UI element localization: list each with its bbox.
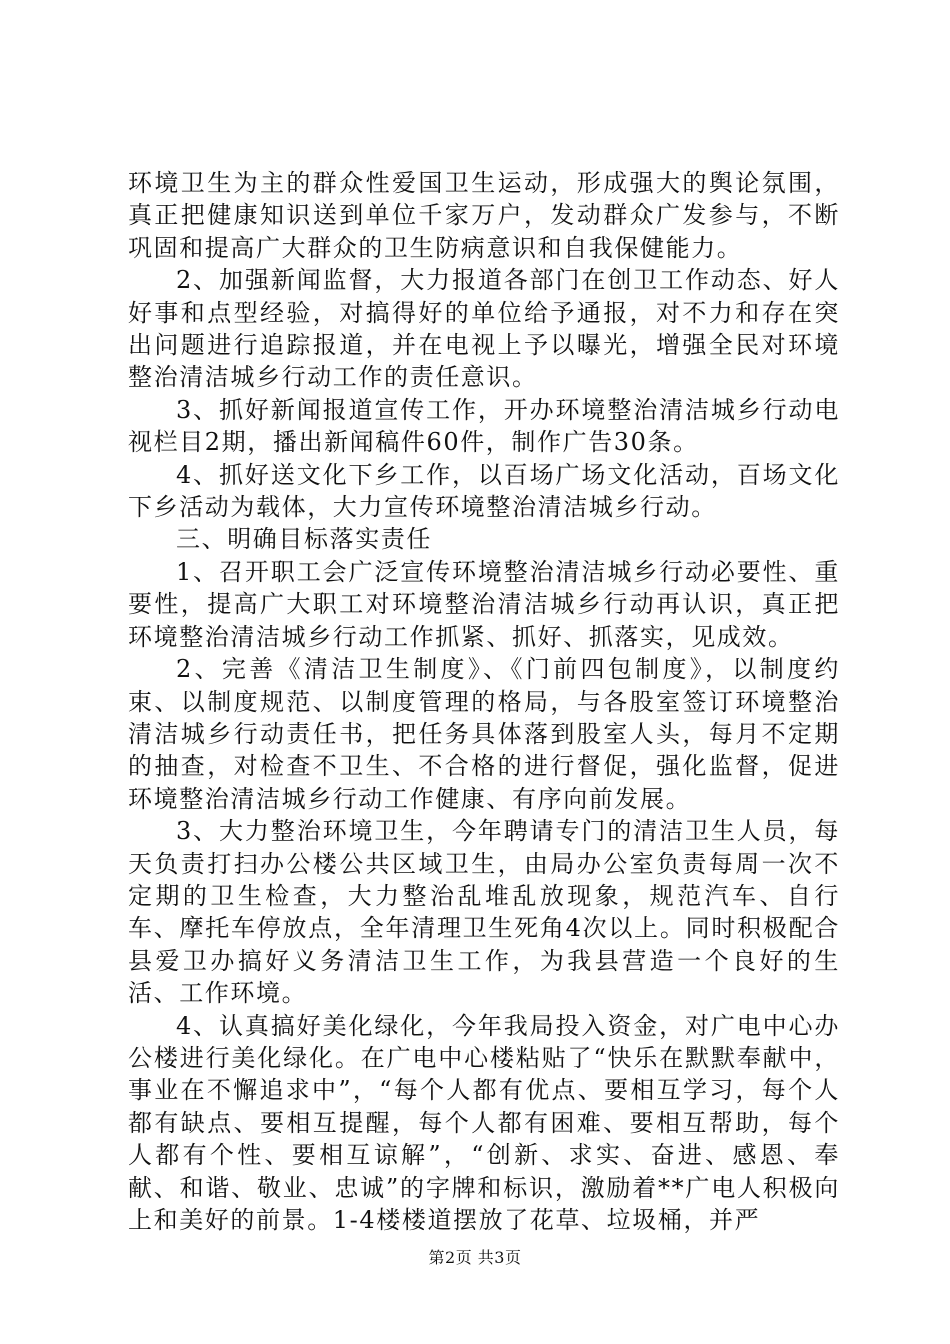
paragraph-news-reporting: 3、抓好新闻报道宣传工作，开办环境整治清洁城乡行动电视栏目2期，播出新闻稿件60件，制作广告30条。 (128, 395, 840, 457)
paragraph-news-supervision: 2、加强新闻监督，大力报道各部门在创卫工作动态、好人好事和点型经验，对搞得好的单位给予通报，对不力和存在突出问题进行追踪报道，并在电视上予以曝光，增强全民对环境整治清洁城乡行动工作的责任意识。 (128, 266, 840, 392)
paragraph-greening: 4、认真搞好美化绿化，今年我局投入资金，对广电中心办公楼进行美化绿化。在广电中心楼粘贴了“快乐在默默奉献中，事业在不懈追求中”，“每个人都有优点、要相互学习，每个人都有缺点、要相互提醒，每个人都有困难、要相互帮助，每个人都有个性、要相互谅解”，“创新、求实、奋进、感恩、奉献、和谐、敬业、忠诚”的字牌和标识，激励着**广电人积极向上和美好的前景。1-4楼楼道摆放了花草、垃圾桶，并严 (128, 1011, 840, 1234)
paragraph-culture-to-countryside: 4、抓好送文化下乡工作，以百场广场文化活动，百场文化下乡活动为载体，大力宣传环境整治清洁城乡行动。 (128, 460, 840, 522)
paragraph-environment-cleanup: 3、大力整治环境卫生，今年聘请专门的清洁卫生人员，每天负责打扫办公楼公共区域卫生，由局办公室负责每周一次不定期的卫生检查，大力整治乱堆乱放现象，规范汽车、自行车、摩托车停放点，全年清理卫生死角4次以上。同时积极配合县爱卫办搞好义务清洁卫生工作，为我县营造一个良好的生活、工作环境。 (128, 817, 840, 1008)
page-footer: 第2页 共3页 (428, 1248, 522, 1267)
paragraph-improve-systems: 2、完善《清洁卫生制度》、《门前四包制度》，以制度约束、以制度规范、以制度管理的格局，与各股室签订环境整治清洁城乡行动责任书，把任务具体落到股室人头，每月不定期的抽查，对检查不卫生、不合格的进行督促，强化监督，促进环境整治清洁城乡行动工作健康、有序向前发展。 (128, 655, 840, 813)
paragraph-staff-meeting: 1、召开职工会广泛宣传环境整治清洁城乡行动必要性、重要性，提高广大职工对环境整治清洁城乡行动再认识，真正把环境整治清洁城乡行动工作抓紧、抓好、抓落实，见成效。 (128, 557, 840, 651)
section-heading-goals: 三、明确目标落实责任 (176, 525, 432, 554)
paragraph-continuation: 环境卫生为主的群众性爱国卫生运动，形成强大的舆论氛围，真正把健康知识送到单位千家万户，发动群众广发参与，不断巩固和提高广大群众的卫生防病意识和自我保健能力。 (128, 169, 840, 262)
document-body (128, 167, 840, 1236)
